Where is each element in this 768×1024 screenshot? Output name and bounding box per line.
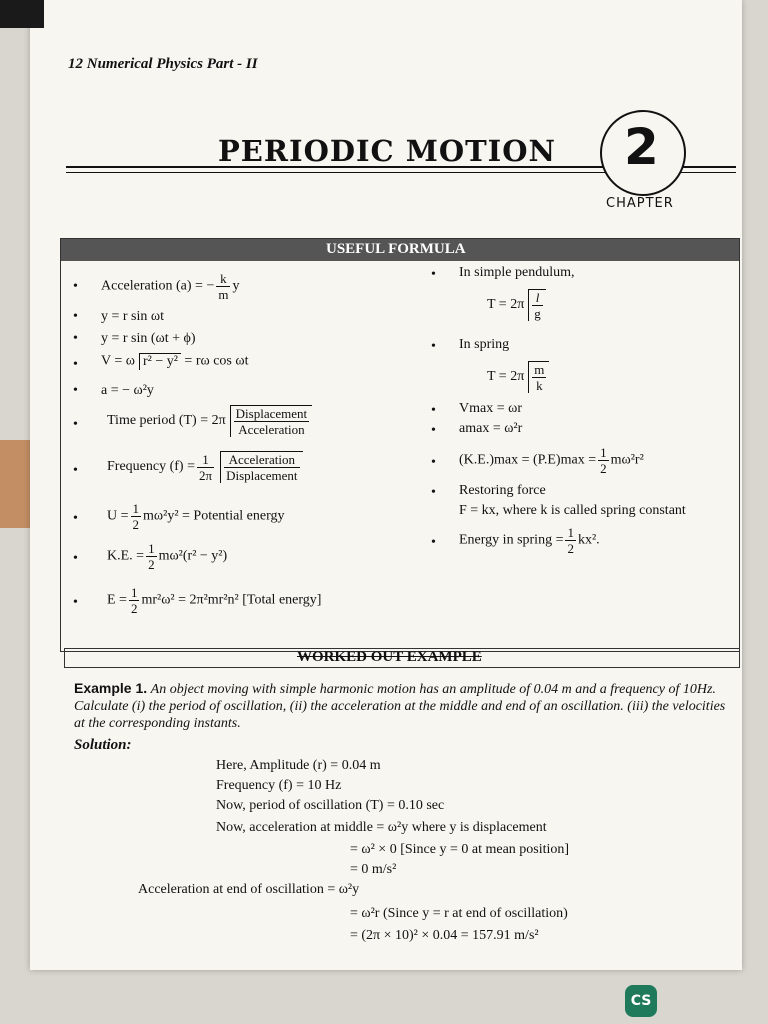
sqrt-fraction — [528, 289, 546, 321]
chapter-title: PERIODIC MOTION — [218, 134, 557, 168]
numerator: Acceleration — [224, 452, 299, 468]
formula-text: kx². — [577, 532, 600, 548]
solution-line: = ω² × 0 [Since y = 0 at mean position] — [350, 842, 570, 857]
solution-line: Now, period of oscillation (T) = 0.10 sec — [216, 798, 445, 813]
formula-text: Time period (T) = 2π — [107, 413, 226, 429]
solution-line: = ω²r (Since y = r at end of oscillation) — [350, 906, 568, 921]
denominator: 2 — [130, 601, 138, 616]
bullet: • — [431, 535, 436, 550]
bullet: • — [73, 383, 78, 398]
formula-y: y = r sin ωt — [101, 309, 164, 324]
example-label: Example 1. — [74, 680, 148, 696]
worked-example-bar — [64, 648, 740, 668]
formula-spring-energy — [459, 525, 600, 556]
solution-line: Now, acceleration at middle = ω²y where y is displacement — [216, 820, 547, 835]
bullet: • — [431, 485, 436, 500]
running-head: 12 Numerical Physics Part - II — [68, 56, 258, 72]
formula-text: K.E. = — [107, 548, 145, 564]
fraction — [146, 541, 157, 572]
denominator: 2 — [148, 557, 155, 572]
denominator: Displacement — [226, 468, 298, 483]
chapter-number: 2 — [624, 118, 659, 176]
useful-formula-heading: USEFUL FORMULA — [326, 241, 466, 257]
formula-text: Energy in spring = — [459, 532, 564, 548]
formula-y-phase: y = r sin (ωt + ϕ) — [101, 331, 196, 346]
formula-text: mr²ω² = 2π²mr²n² [Total energy] — [141, 592, 322, 608]
numerator: Displacement — [235, 406, 308, 421]
formula-text: V = ω — [101, 353, 135, 369]
solution-label: Solution: — [74, 737, 132, 753]
numerator: 1 — [197, 452, 214, 468]
bullet: • — [431, 455, 436, 470]
denominator: Acceleration — [238, 422, 305, 437]
formula-acceleration — [101, 271, 239, 302]
useful-formula-bar — [61, 239, 739, 261]
sqrt-fraction — [528, 361, 549, 393]
formula-velocity — [101, 353, 248, 370]
formula-spring — [487, 361, 551, 393]
denominator: g — [534, 306, 541, 321]
solution-line: Here, Amplitude (r) = 0.04 m — [216, 758, 381, 773]
page — [30, 0, 742, 970]
formula-pendulum-label: In simple pendulum, — [459, 265, 575, 280]
solution-line: = 0 m/s² — [350, 862, 397, 877]
bullet: • — [431, 267, 436, 282]
formula-text: (K.E.)max = (P.E)max = — [459, 452, 597, 468]
formula-text: = rω cos ωt — [184, 353, 249, 369]
bullet: • — [431, 403, 436, 418]
denominator: 2 — [600, 461, 607, 476]
formula-text: y — [232, 278, 240, 294]
formula-time-period — [107, 405, 314, 437]
formula-text: mω²y² = Potential energy — [143, 508, 285, 524]
bullet: • — [73, 309, 78, 324]
formula-text: E = — [107, 592, 127, 608]
sqrt-fraction — [230, 405, 312, 437]
fraction — [216, 271, 230, 302]
fraction — [598, 445, 609, 476]
denominator: m — [218, 287, 229, 302]
formula-a: a = − ω²y — [101, 383, 154, 398]
solution-line: Frequency (f) = 10 Hz — [216, 778, 342, 793]
bullet: • — [73, 279, 78, 294]
denominator: 2 — [567, 541, 574, 556]
formula-pendulum — [487, 289, 548, 321]
formula-kinetic-energy — [107, 541, 227, 572]
formula-text: T = 2π — [487, 297, 525, 313]
bullet: • — [73, 357, 78, 372]
sqrt-term: r² − y² — [139, 353, 181, 370]
scan-edge — [0, 0, 44, 28]
numerator: 1 — [130, 585, 138, 600]
bullet: • — [73, 551, 78, 566]
bullet: • — [431, 339, 436, 354]
example-text: An object moving with simple harmonic motion has an amplitude of 0.04 m and a frequency of 10Hz. Calculate (i) the period of oscillation, (ii) the acceleration at the middle and end of an oscillation. (iii) the velocities at the corresponding instants. — [74, 682, 726, 731]
fraction — [129, 585, 140, 616]
formula-text: U = — [107, 508, 129, 524]
numerator: 1 — [132, 501, 140, 516]
formula-vmax: Vmax = ωr — [459, 401, 522, 416]
fraction — [131, 501, 142, 532]
denominator: 2π — [198, 467, 213, 483]
bullet: • — [73, 331, 78, 346]
sqrt-fraction — [220, 451, 302, 483]
worked-example-heading: WORKED OUT EXAMPLE — [297, 649, 482, 665]
formula-text: mω²r² — [610, 452, 644, 468]
useful-formula-box — [60, 238, 740, 652]
formula-text: Acceleration (a) = − — [101, 278, 215, 294]
numerator: 1 — [567, 525, 574, 540]
numerator: l — [532, 290, 543, 306]
formula-spring-label: In spring — [459, 337, 510, 352]
formula-ke-pe — [459, 445, 644, 476]
bullet: • — [73, 417, 78, 432]
solution-line: = (2π × 10)² × 0.04 = 157.91 m/s² — [350, 928, 539, 943]
title-rule — [66, 172, 612, 173]
denominator: k — [536, 378, 543, 393]
numerator: 1 — [148, 541, 155, 556]
numerator: m — [534, 362, 545, 377]
formula-text: T = 2π — [487, 369, 525, 385]
solution-line: Acceleration at end of oscillation = ω²y — [138, 882, 360, 897]
fraction — [565, 525, 576, 556]
numerator: 1 — [600, 445, 607, 460]
camscanner-badge: CS — [625, 985, 657, 1017]
fraction — [197, 452, 214, 483]
example-1 — [74, 680, 738, 732]
bullet: • — [73, 463, 78, 478]
bullet: • — [73, 511, 78, 526]
chapter-label: CHAPTER — [606, 196, 674, 211]
formula-text: Frequency (f) = — [107, 459, 195, 475]
bullet: • — [431, 423, 436, 438]
formula-frequency — [107, 451, 305, 483]
formula-amax: amax = ω²r — [459, 421, 523, 436]
formula-text: mω²(r² − y²) — [158, 548, 228, 564]
numerator: k — [216, 271, 230, 287]
denominator: 2 — [132, 517, 140, 532]
formula-potential-energy — [107, 501, 285, 532]
formula-restoring-label: Restoring force — [459, 483, 546, 498]
formula-total-energy — [107, 585, 321, 616]
formula-restoring: F = kx, where k is called spring constant — [459, 503, 686, 518]
bullet: • — [73, 595, 78, 610]
